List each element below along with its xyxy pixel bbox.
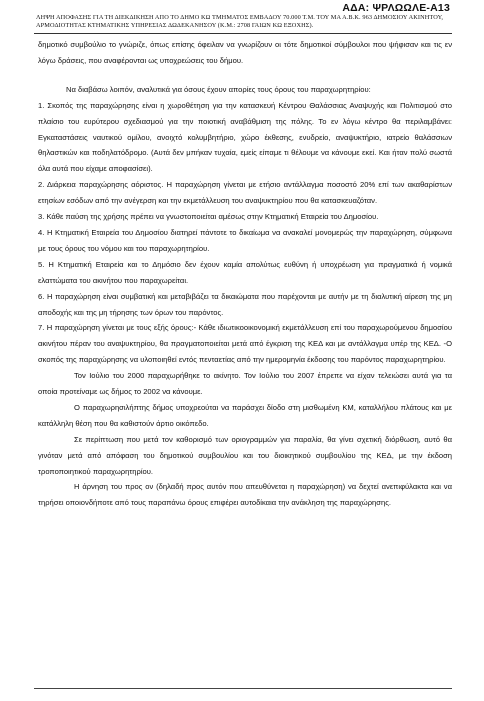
paragraph-access: Ο παραχωρησιλήπτης δήμος υποχρεούται να παράσχει δίοδο στη μισθωμένη ΚΜ, καταλλήλου πλάτους και με κατάλληλη θέση που θα καθιστούν άρτιο οικόπεδο. <box>38 402 452 428</box>
paragraph-refusal: Η άρνηση του προς ον (δηλαδή προς αυτόν που απευθύνεται η παραχώρηση) να δεχτεί ανεπιφύλακτα και να τηρήσει οποιονδήποτε από τους παραπάνω όρους επιφέρει αυτοδίκαια την ανάκληση της παραχώρησης. <box>38 482 452 508</box>
footer-divider <box>34 688 452 689</box>
paragraph-correction: Σε περίπτωση που μετά τον καθορισμό των οριογραμμών για παραλία, θα γίνει σχετική διόρθωση, αυτό θα γινόταν μετά από απόφαση του δημοτικού συμβουλίου και του διοικητικού συμβουλίου της ΚΕΔ, με την έκδοση τροποποιητικού παραχωρητηρίου. <box>38 434 452 476</box>
term-item-3: 3. Κάθε παύση της χρήσης πρέπει να γνωστοποιείται αμέσως στην Κτηματική Εταιρεία του Δημοσίου. <box>38 212 379 222</box>
header-divider <box>34 33 452 34</box>
paragraph-continuation: δημοτικό συμβούλιο το γνώριζε, όπως επίσης όφειλαν να γνωρίζουν οι τότε δημοτικοί σύμβουλοι που ψήφισαν και τις εν λόγω δράσεις, που αναφέρονται ως υποχρεώσεις του δήμου. <box>38 40 452 65</box>
document-body <box>38 37 452 511</box>
paragraph-intro: Να διαβάσω λοιπόν, αναλυτικά για όσους έχουν απορίες τους όρους του παραχωρητηρίου: <box>66 84 371 94</box>
term-item-1: 1. Σκοπός της παραχώρησης είναι η χωροθέτηση για την κατασκευή Κέντρου Θαλάσσιας Αναψυχής και Πολιτισμού στο πλαίσιο του ευρύτερου σχεδιασμού για την ποιοτική αναβάθμιση της πόλης. Το εν λόγω κέντρο θα περιλαμβάνει: Εγκαταστάσεις ναυτικού ομίλου, ανοιχτό κολυμβητήριο, χώρο έκθεσης, ενυδρείο, αναψυκτήριο, ιατρείο θαλάσσιων θηλαστικών και ποδηλατόδρομο. (Αυτά δεν μπήκαν τυχαία, εμείς είπαμε τι θέλουμε να κάνουμε εκεί. Και ήταν πολύ σωστά όλα αυτά που είχαμε αποφασίσει). <box>38 100 452 174</box>
document-code: ΑΔΑ: ΨΡΛΩΩΛΕ-Α13 <box>342 2 450 14</box>
spacer <box>38 69 452 82</box>
term-item-4: 4. Η Κτηματική Εταιρεία του Δημοσίου διατηρεί πάντοτε το δικαίωμα να ανακαλεί μονομερώς την παραχώρηση, σύμφωνα με τους όρους του νόμου και του παραχωρητηρίου. <box>38 227 452 253</box>
term-item-7: 7. Η παραχώρηση γίνεται με τους εξής όρους:- Κάθε ιδιωτικοοικονομική εκμετάλλευση επί του παραχωρούμενου δημοσίου ακινήτου πέραν του αναψυκτηρίου, θα πραγματοποιείται μετά από έγκριση της ΚΕΔ και με αντάλλαγμα υπέρ της ΚΕΔ. -Ο σκοπός της παραχώρησης να υλοποιηθεί εντός πενταετίας από την ημερομηνία έκδοσης του παρόντος παραχωρητηρίου. <box>38 323 452 365</box>
term-item-5: 5. Η Κτηματική Εταιρεία και το Δημόσιο δεν έχουν καμία απολύτως ευθύνη ή υποχρέωση για πραγματικά ή νομικά ελαττώματα του ακινήτου που παραχωρείται. <box>38 259 452 285</box>
term-item-6: 6. Η παραχώρηση είναι συμβατική και μεταβιβάζει τα δικαιώματα που παρέχονται με αυτήν με τη διαλυτική αίρεση της μη αποδοχής και της μη τήρησης των όρων του παρόντος. <box>38 291 452 317</box>
term-item-2: 2. Διάρκεια παραχώρησης αόριστος. Η παραχώρηση γίνεται με ετήσιο αντάλλαγμα ποσοστό 20% επί των ακαθαρίστων ετησίων εσόδων από την ανέγερση και την εκμετάλλευση του αναψυκτηρίου που θα κατασκευαζόταν. <box>38 180 452 206</box>
document-header: ΛΗΨΗ ΑΠΟΦΑΣΗΣ ΓΙΑ ΤΗ ΔΙΕΚΔΙΚΗΣΗ ΑΠΟ ΤΟ ΔΗΜΟ ΚΩ ΤΜΗΜΑΤΟΣ ΕΜΒΑΔΟΥ 70.000 Τ.Μ. ΤΟΥ ΜΑ Α.Β.Κ. 963 ΔΗΜΟΣΙΟΥ ΑΚΙΝΗΤΟΥ, ΑΡΜΟΔΙΟΤΗΤΑΣ ΚΤΗΜΑΤΙΚΗΣ ΥΠΗΡΕΣΙΑΣ ΔΩΔΕΚΑΝΗΣΟΥ (Κ.Μ.: 2708 ΓΑΙΩΝ ΚΩ ΕΞΟΧΗΣ). <box>36 14 444 29</box>
paragraph-timeline: Τον Ιούλιο του 2000 παραχωρήθηκε το ακίνητο. Τον Ιούλιο του 2007 έπρεπε να είχαν τελειώσει αυτά για τα οποία προτείναμε ως δήμος το 2002 να κάνουμε. <box>38 371 452 397</box>
